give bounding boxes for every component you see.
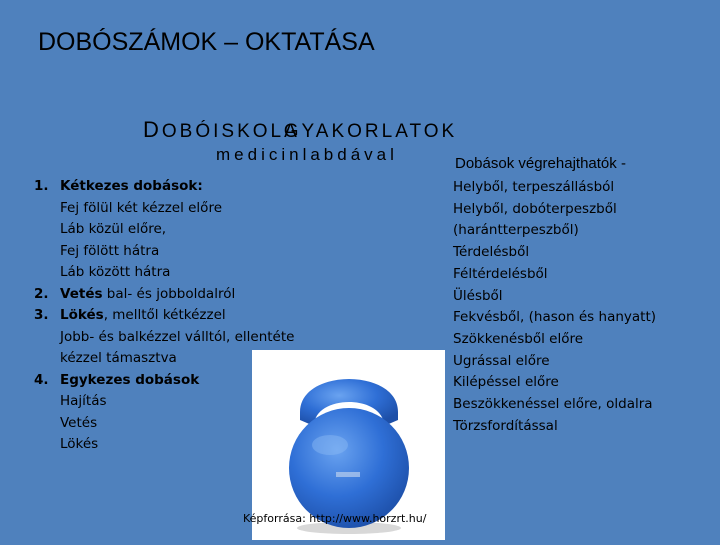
list-item: Ugrással előre [453,352,550,369]
list-item: Beszökkenéssel előre, oldalra [453,396,653,413]
list-item: Féltérdelésből [453,265,548,282]
image-caption: Képforrása: http://www.horzrt.hu/ [243,512,427,525]
list-item: Fekvésből, (hason és hanyatt) [453,309,657,326]
list-item: kézzel támasztva [60,350,177,366]
list-item: Ülésből [453,287,503,304]
list-item: Helyből, terpeszállásból [453,179,615,195]
list-item: 1. Kétkezes dobások: [34,178,203,194]
section-subheading: medicinlabdával [216,145,398,164]
list-item: Kilépéssel előre [453,374,559,391]
list-item: 2. Vetés bal- és jobboldalról [34,285,236,302]
list-item: Fej fölül két kézzel előre [60,199,222,216]
section-heading-overlap: GYAKORLATOK [283,121,458,142]
list-item: Vetés [60,414,98,431]
list-item: Láb között hátra [60,264,171,280]
list-item: 3. Lökés, melltől kétkézzel [34,307,226,323]
section-heading-initial: D [143,117,162,142]
list-item: Törzsfordítással [453,417,558,434]
list-item: Láb közül előre, [60,221,167,237]
positions-heading: Dobások végrehajthatók - [455,155,626,172]
positions-list [453,177,656,437]
list-item: 4. Egykezes dobások [34,371,200,388]
list-item: Szökkenésből előre [453,330,584,347]
list-item: Helyből, dobóterpeszből [453,200,617,217]
list-item: Lökés [60,436,99,452]
section-heading-rest: OBÓISKOLA [161,121,300,142]
slide-title: DOBÓSZÁMOK – OKTATÁSA [38,28,375,56]
list-item: Hajítás [60,393,107,409]
list-item: Fej fölött hátra [60,242,160,259]
list-item: (harántterpeszből) [453,222,579,239]
section-heading [143,117,457,143]
list-item: Térdelésből [453,244,530,261]
list-item: Jobb- és balkézzel válltól, ellentéte [60,328,295,345]
